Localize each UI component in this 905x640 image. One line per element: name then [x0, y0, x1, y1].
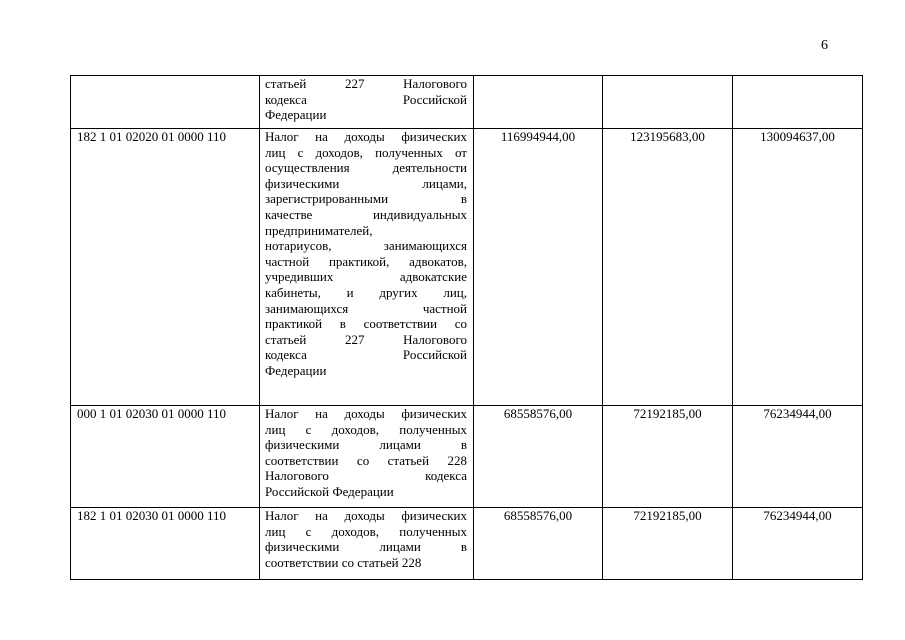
description-line: лиц с доходов, полученных — [265, 523, 467, 539]
amount-year2 — [603, 76, 733, 129]
description-line: соответствии со статьей 228 — [265, 452, 467, 468]
amount-year3 — [733, 76, 863, 129]
description-line: качестве индивидуальных — [265, 206, 467, 222]
description-line: зарегистрированными в — [265, 191, 467, 207]
budget-classification-code: 182 1 01 02020 01 0000 110 — [71, 129, 260, 406]
description-line: Налог на доходы физических — [265, 129, 467, 144]
amount-year3: 130094637,00 — [733, 129, 863, 406]
amount-year1 — [474, 76, 603, 129]
description-line: предпринимателей, — [265, 222, 373, 238]
amount-year2: 72192185,00 — [603, 508, 733, 580]
description-line: физическими лицами в — [265, 539, 467, 555]
description-line: Федерации — [265, 107, 327, 123]
table-body — [71, 76, 863, 580]
description-line: физическими лицами в — [265, 437, 467, 453]
table-row — [71, 406, 863, 508]
table-row — [71, 129, 863, 406]
description-line: Налог на доходы физических — [265, 406, 467, 421]
revenue-description — [260, 129, 474, 406]
budget-classification-code: 182 1 01 02030 01 0000 110 — [71, 508, 260, 580]
description-line: статьей 227 Налогового — [265, 76, 467, 91]
description-line: физическими лицами, — [265, 175, 467, 191]
page-number: 6 — [821, 38, 828, 53]
description-line: Налогового кодекса — [265, 468, 467, 484]
description-line: статьей 227 Налогового — [265, 331, 467, 347]
table-row — [71, 508, 863, 580]
description-line: Российской Федерации — [265, 483, 394, 499]
table-row — [71, 76, 863, 129]
revenue-description — [260, 76, 474, 129]
description-line: нотариусов, занимающихся — [265, 238, 467, 254]
amount-year1: 68558576,00 — [474, 508, 603, 580]
amount-year3: 76234944,00 — [733, 508, 863, 580]
description-line: лиц с доходов, полученных — [265, 421, 467, 437]
description-line: учредивших адвокатские — [265, 269, 467, 285]
amount-year2: 72192185,00 — [603, 406, 733, 508]
description-line: частной практикой, адвокатов, — [265, 253, 467, 269]
description-line: кодекса Российской — [265, 91, 467, 107]
budget-classification-code — [71, 76, 260, 129]
description-line: кабинеты, и других лиц, — [265, 284, 467, 300]
amount-year1: 116994944,00 — [474, 129, 603, 406]
description-line: осуществления деятельности — [265, 160, 467, 176]
budget-classification-code: 000 1 01 02030 01 0000 110 — [71, 406, 260, 508]
amount-year1: 68558576,00 — [474, 406, 603, 508]
revenue-description — [260, 406, 474, 508]
description-line: практикой в соответствии со — [265, 316, 467, 332]
description-line: Федерации — [265, 362, 327, 378]
amount-year2: 123195683,00 — [603, 129, 733, 406]
budget-table — [70, 75, 863, 580]
description-line: лиц с доходов, полученных от — [265, 144, 467, 160]
description-line: занимающихся частной — [265, 300, 467, 316]
amount-year3: 76234944,00 — [733, 406, 863, 508]
description-line: кодекса Российской — [265, 347, 467, 363]
description-line: соответствии со статьей 228 — [265, 554, 422, 570]
revenue-description — [260, 508, 474, 580]
description-line: Налог на доходы физических — [265, 508, 467, 523]
